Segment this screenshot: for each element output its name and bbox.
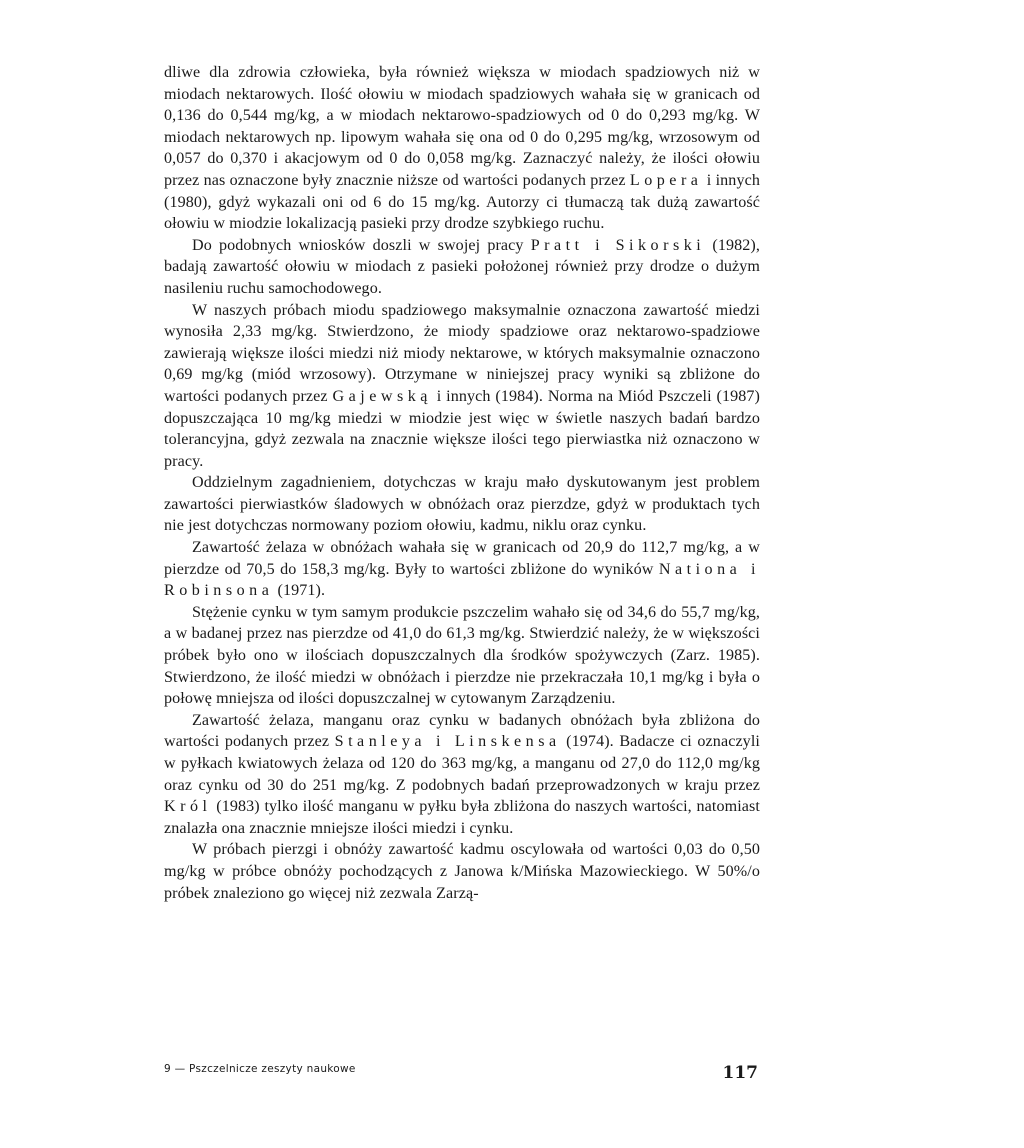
running-title: 9 — Pszczelnicze zeszyty naukowe <box>164 1063 356 1075</box>
paragraph <box>164 839 760 904</box>
author-name: Stanleya i Linskensa <box>334 733 561 751</box>
text-run: Zawartość żelaza w obnóżach wahała się w granicach od 20,9 do 112,7 mg/kg, a w pierzdze od 70,5 do 158,3 mg/kg. Były to wartości zbliżone do wyników <box>164 539 760 578</box>
author-name: Lopera <box>629 171 703 189</box>
text-run: (1974). Badacze ci oznaczyli w pyłkach kwiatowych żelaza od 120 do 363 mg/kg, a manganu od 27,0 do 112,0 mg/kg oraz cynku od 30 do 251 mg/kg. Z podobnych badań przeprowadzonych w kraju przez <box>164 733 760 794</box>
page-footer <box>164 1063 760 1087</box>
text-run: i innych (1984). Norma na Miód Pszczeli (1987) dopuszczająca 10 mg/kg miedzi w miodzie jest więc w świetle naszych badań bardzo tolerancyjna, gdyż zezwala na znacznie większe ilości tego pierwiastka niż oznaczono w pracy. <box>164 387 760 470</box>
author-name: Król <box>164 798 212 816</box>
page-number: 117 <box>722 1063 758 1083</box>
paragraph <box>164 710 760 840</box>
paragraph <box>164 537 760 602</box>
text-run: i innych (1980), gdyż wykazali oni od 6 do 15 mg/kg. Autorzy ci tłumaczą tak dużą zawartość ołowiu w miodzie lokalizacją pasieki przy drodze szybkiego ruchu. <box>164 171 760 233</box>
paragraph <box>164 602 760 710</box>
text-run: (1971). <box>273 582 326 600</box>
paragraph <box>164 472 760 537</box>
text-run: (1983) tylko ilość manganu w pyłku była zbliżona do naszych wartości, natomiast znalazła ona znacznie mniejsze ilości miedzi i cynku. <box>164 798 760 837</box>
text-run: (1982), badają zawartość ołowiu w miodach z pasieki położonej również przy drodze o dużym nasileniu ruchu samochodowego. <box>164 236 760 297</box>
text-run: Stężenie cynku w tym samym produkcie pszczelim wahało się od 34,6 do 55,7 mg/kg, a w badanej przez nas pierzdze od 41,0 do 61,3 mg/kg. Stwierdzić należy, że w większości próbek było ono w ilościach dopuszczalnych dla środków spożywczych (Zarz. 1985). Stwierdzono, że ilość miedzi w obnóżach i pierzdze nie przekraczała 10,1 mg/kg i była o połowę mniejsza od ilości dopuszczalnej w cytowanym Zarządzeniu. <box>164 603 760 708</box>
text-run: W naszych próbach miodu spadziowego maksymalnie oznaczona zawartość miedzi wynosiła 2,33 mg/kg. Stwierdzono, że miody spadziowe oraz nektarowo-spadziowe zawierają większe ilości miedzi niż miody nektarowe, w których maksymalnie oznaczono 0,69 mg/kg (miód wrzosowy). Otrzymane w niniejszej pracy wyniki są zbliżone do wartości podanych przez <box>164 301 760 405</box>
text-run: dliwe dla zdrowia człowieka, była również większa w miodach spadziowych niż w miodach nektarowych. Ilość ołowiu w miodach spadziowych wahała się w granicach od 0,136 do 0,544 mg/kg, a w miodach nektarowo-spadziowych od 0 do 0,293 mg/kg. W miodach nektarowych np. lipowym wahała się ona od 0 do 0,295 mg/kg, wrzosowym od 0,057 do 0,370 i akacjowym od 0 do 0,058 mg/kg. Zaznaczyć należy, że ilości ołowiu przez nas oznaczone były znacznie niższe od wartości podanych przez <box>164 64 760 189</box>
author-name: Nationa i Robinsona <box>164 560 760 600</box>
paragraph <box>164 235 760 300</box>
text-run: Do podobnych wniosków doszli w swojej pracy <box>192 236 531 254</box>
author-name: Gajewską <box>332 387 432 405</box>
text-run: W próbach pierzgi i obnóży zawartość kadmu oscylowała od wartości 0,03 do 0,50 mg/kg w próbce obnóży pochodzących z Janowa k/Mińska Mazowieckiego. W 50%/o próbek znaleziono go więcej niż zezwala Zarzą- <box>164 841 760 902</box>
article-body <box>164 62 760 904</box>
text-run: Oddzielnym zagadnieniem, dotychczas w kraju mało dyskutowanym jest problem zawartości pierwiastków śladowych w obnóżach oraz pierzdze, gdyż w produktach tych nie jest dotychczas normowany poziom ołowiu, kadmu, niklu oraz cynku. <box>164 474 760 535</box>
body-text <box>164 62 760 904</box>
paragraph <box>164 62 760 235</box>
paragraph <box>164 300 760 473</box>
author-name: Pratt i Sikorski <box>530 236 706 254</box>
text-run: Zawartość żelaza, manganu oraz cynku w badanych obnóżach była zbliżona do wartości podanych przez <box>164 711 760 751</box>
